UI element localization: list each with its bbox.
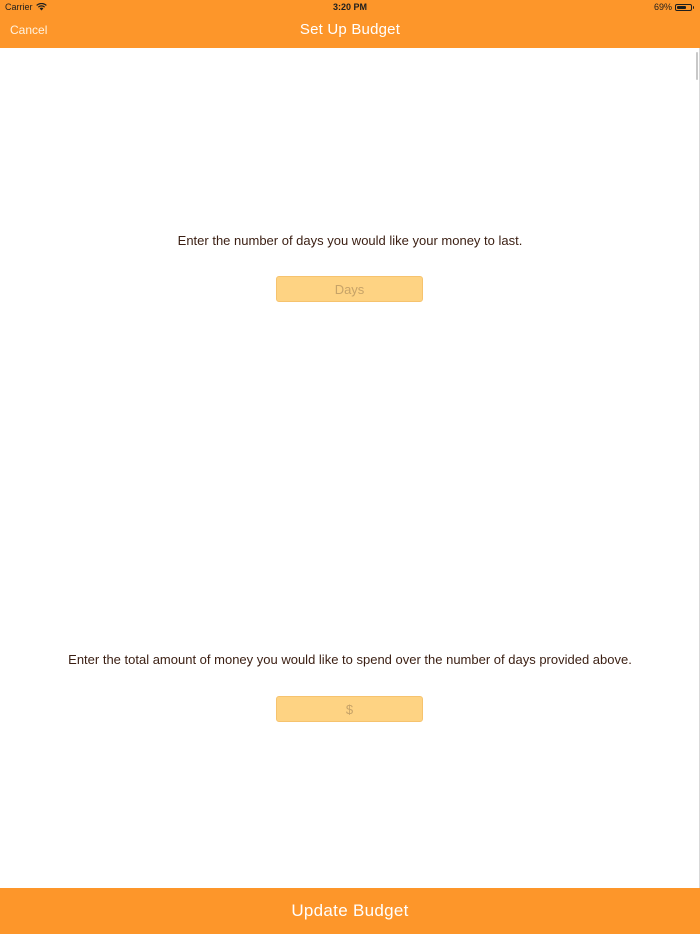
carrier-label: Carrier xyxy=(5,2,33,12)
money-prompt: Enter the total amount of money you would like to spend over the number of days provided above. xyxy=(68,652,632,667)
days-prompt: Enter the number of days you would like your money to last. xyxy=(177,233,523,248)
battery-level-fill xyxy=(677,6,686,9)
cancel-button[interactable]: Cancel xyxy=(10,23,48,37)
days-input[interactable] xyxy=(276,276,423,302)
scroll-indicator[interactable] xyxy=(696,52,698,80)
amount-input[interactable] xyxy=(276,696,423,722)
navigation-bar xyxy=(0,14,700,48)
battery-icon xyxy=(675,4,692,11)
status-time: 3:20 PM xyxy=(332,2,367,12)
update-budget-button[interactable]: Update Budget xyxy=(0,888,700,934)
status-right xyxy=(654,2,692,12)
top-bar xyxy=(0,0,700,48)
status-bar xyxy=(0,0,700,14)
battery-percent: 69% xyxy=(653,2,672,12)
page-title: Set Up Budget xyxy=(299,21,401,38)
